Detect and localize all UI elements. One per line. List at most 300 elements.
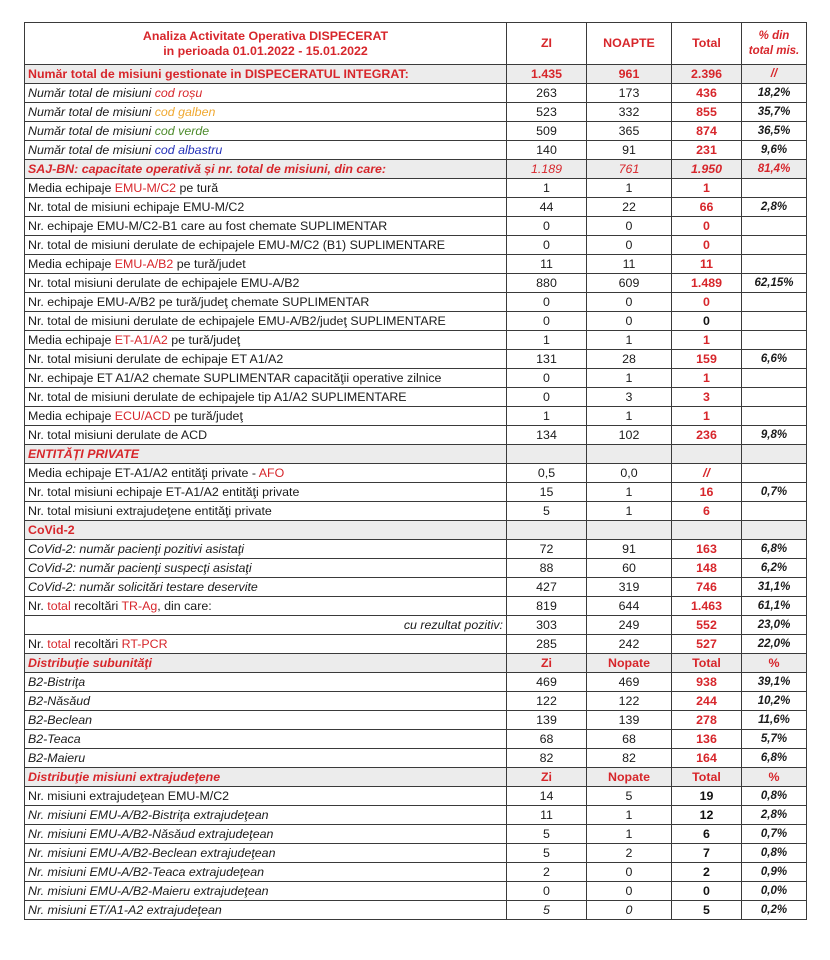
row-label (25, 255, 507, 274)
cell-noapte: 761 (587, 160, 672, 179)
cell-percent: % (742, 654, 807, 673)
row-label (25, 711, 507, 730)
row-label (25, 369, 507, 388)
row-label (25, 502, 507, 521)
label-pre: Media echipaje (28, 408, 115, 423)
label-pre: Distribuţie subunităţi (28, 655, 152, 670)
cell-percent: 0,2% (742, 901, 807, 920)
cell-noapte: 91 (587, 141, 672, 160)
cell-percent: 0,0% (742, 882, 807, 901)
cell-noapte: 1 (587, 179, 672, 198)
cell-percent: 0,7% (742, 483, 807, 502)
row-label (25, 768, 507, 787)
cell-percent (742, 445, 807, 464)
cell-total: 236 (672, 426, 742, 445)
label-pre: Media echipaje (28, 180, 115, 195)
table-row (25, 616, 807, 635)
cell-noapte: 0 (587, 901, 672, 920)
cell-noapte: 0 (587, 882, 672, 901)
cell-zi: 0 (507, 217, 587, 236)
section-distributie-extrajudetene (25, 768, 807, 787)
cell-noapte: 22 (587, 198, 672, 217)
cell-total (672, 445, 742, 464)
label-pre: Nr. echipaje EMU-A/B2 pe tură/judeţ chemate SUPLIMENTAR (28, 294, 370, 309)
cell-noapte: 609 (587, 274, 672, 293)
table-row (25, 369, 807, 388)
row-label (25, 863, 507, 882)
cell-percent: // (742, 65, 807, 84)
column-header-zi: ZI (507, 23, 587, 65)
cell-total: 5 (672, 901, 742, 920)
row-label (25, 616, 507, 635)
cell-total: 746 (672, 578, 742, 597)
cell-zi: 1.435 (507, 65, 587, 84)
label-pre: cu rezultat pozitiv: (403, 617, 503, 632)
cell-percent: 81,4% (742, 160, 807, 179)
cell-percent: 9,8% (742, 426, 807, 445)
row-label (25, 293, 507, 312)
column-header-percent (742, 23, 807, 65)
cell-percent (742, 388, 807, 407)
cell-noapte: 332 (587, 103, 672, 122)
cell-percent: 6,8% (742, 749, 807, 768)
row-label (25, 806, 507, 825)
row-saj-bn (25, 160, 807, 179)
cell-zi: 0 (507, 882, 587, 901)
cell-noapte: 1 (587, 369, 672, 388)
table-row (25, 711, 807, 730)
label-pre: SAJ-BN: capacitate operativă și nr. total de misiuni, din care: (28, 161, 387, 176)
label-hl: total (47, 636, 71, 651)
row-label (25, 122, 507, 141)
cell-percent (742, 179, 807, 198)
row-label (25, 483, 507, 502)
cell-noapte: 0 (587, 863, 672, 882)
cell-zi: 1.189 (507, 160, 587, 179)
row-label (25, 141, 507, 160)
label-hl: total (47, 598, 71, 613)
cell-zi: 5 (507, 901, 587, 920)
cell-total: // (672, 464, 742, 483)
cell-noapte: 469 (587, 673, 672, 692)
cell-total: 1.950 (672, 160, 742, 179)
table-row (25, 293, 807, 312)
cell-noapte: 1 (587, 483, 672, 502)
table-row (25, 464, 807, 483)
cell-noapte: 365 (587, 122, 672, 141)
label-post: pe tură/judeţ (167, 332, 241, 347)
cell-zi: 1 (507, 407, 587, 426)
label-pre: Media echipaje (28, 256, 115, 271)
cell-zi: 303 (507, 616, 587, 635)
cell-zi: 72 (507, 540, 587, 559)
row-label (25, 350, 507, 369)
label-pre: Media echipaje ET-A1/A2 entităţi private - (28, 465, 259, 480)
cell-percent: 10,2% (742, 692, 807, 711)
cell-noapte: 0 (587, 312, 672, 331)
cell-total: 2.396 (672, 65, 742, 84)
table-row (25, 141, 807, 160)
cell-total: 163 (672, 540, 742, 559)
label-pre: Distribuţie misiuni extrajudeţene (28, 769, 221, 784)
cell-zi: 0 (507, 369, 587, 388)
cell-zi: Zi (507, 654, 587, 673)
label-hl: cod galben (154, 104, 216, 119)
label-hl: cod albastru (154, 142, 223, 157)
label-pre: Nr. total de misiuni derulate de echipajele EMU-M/C2 (B1) SUPLIMENTARE (28, 237, 446, 252)
label-pre: Nr. misiuni EMU-A/B2-Bistriţa extrajudeţean (28, 807, 269, 822)
label-pre: Număr total de misiuni (28, 142, 155, 157)
row-label (25, 407, 507, 426)
row-label (25, 445, 507, 464)
row-label (25, 673, 507, 692)
cell-total: 1 (672, 331, 742, 350)
row-label (25, 331, 507, 350)
cell-zi: 523 (507, 103, 587, 122)
cell-total: 148 (672, 559, 742, 578)
cell-total: 11 (672, 255, 742, 274)
cell-zi: 44 (507, 198, 587, 217)
cell-noapte: 102 (587, 426, 672, 445)
cell-total: 12 (672, 806, 742, 825)
label-pre: B2-Bistriţa (28, 674, 86, 689)
cell-total: 16 (672, 483, 742, 502)
table-row (25, 122, 807, 141)
cell-zi: 88 (507, 559, 587, 578)
cell-total: 136 (672, 730, 742, 749)
cell-zi: 509 (507, 122, 587, 141)
row-label (25, 236, 507, 255)
label-pre: Nr. (28, 598, 48, 613)
row-label (25, 749, 507, 768)
table-row (25, 179, 807, 198)
table-row (25, 673, 807, 692)
cell-zi: 11 (507, 806, 587, 825)
label-pre: Număr total de misiuni gestionate in DISPECERATUL INTEGRAT: (28, 66, 409, 81)
section-entitati-private (25, 445, 807, 464)
label-pre: Nr. misiuni EMU-A/B2-Beclean extrajudeţean (28, 845, 276, 860)
cell-percent (742, 236, 807, 255)
label-mid: recoltări (70, 636, 122, 651)
label-post: pe tură/judeţ (170, 408, 243, 423)
cell-zi: Zi (507, 768, 587, 787)
cell-zi: 0 (507, 388, 587, 407)
cell-zi: 285 (507, 635, 587, 654)
label-post: pe tură/judet (173, 256, 246, 271)
table-row (25, 331, 807, 350)
label-pre: Nr. echipaje EMU-M/C2-B1 care au fost chemate SUPLIMENTAR (28, 218, 388, 233)
table-row (25, 312, 807, 331)
label-pre: Media echipaje (28, 332, 115, 347)
label-pre: Nr. total misiuni echipaje ET-A1/A2 entităţi private (28, 484, 300, 499)
cell-percent: 9,6% (742, 141, 807, 160)
label-hl2: RT-PCR (121, 636, 168, 651)
cell-percent (742, 369, 807, 388)
cell-total: 66 (672, 198, 742, 217)
cell-noapte: 961 (587, 65, 672, 84)
table-row (25, 901, 807, 920)
cell-zi: 68 (507, 730, 587, 749)
cell-zi: 0,5 (507, 464, 587, 483)
cell-percent: 5,7% (742, 730, 807, 749)
row-label (25, 844, 507, 863)
cell-zi: 263 (507, 84, 587, 103)
row-label (25, 388, 507, 407)
cell-percent (742, 521, 807, 540)
table-row (25, 578, 807, 597)
cell-noapte (587, 445, 672, 464)
cell-noapte: 0 (587, 236, 672, 255)
cell-percent: 0,8% (742, 844, 807, 863)
section-distributie-subunitati (25, 654, 807, 673)
table-row (25, 426, 807, 445)
cell-zi: 2 (507, 863, 587, 882)
label-pre: Nr. total misiuni derulate de ACD (28, 427, 208, 442)
table-row (25, 559, 807, 578)
label-pre: Număr total de misiuni (28, 85, 155, 100)
cell-percent: 0,8% (742, 787, 807, 806)
cell-noapte: Nopate (587, 654, 672, 673)
table-row (25, 597, 807, 616)
cell-percent: 0,7% (742, 825, 807, 844)
row-label (25, 692, 507, 711)
label-hl: AFO (258, 465, 285, 480)
label-hl: ET-A1/A2 (114, 332, 168, 347)
cell-total: 1.463 (672, 597, 742, 616)
activity-report-table (24, 22, 807, 920)
cell-percent (742, 312, 807, 331)
cell-percent: 6,2% (742, 559, 807, 578)
table-row (25, 103, 807, 122)
label-pre: Nr. echipaje ET A1/A2 chemate SUPLIMENTAR capacităţii operative zilnice (28, 370, 442, 385)
cell-total: 436 (672, 84, 742, 103)
cell-noapte: 82 (587, 749, 672, 768)
cell-noapte: 1 (587, 806, 672, 825)
cell-percent: 35,7% (742, 103, 807, 122)
row-label (25, 103, 507, 122)
cell-zi: 131 (507, 350, 587, 369)
row-label (25, 597, 507, 616)
column-header-percent-line1: % din (758, 29, 790, 42)
cell-zi: 1 (507, 331, 587, 350)
cell-noapte (587, 521, 672, 540)
row-label (25, 426, 507, 445)
cell-percent: 22,0% (742, 635, 807, 654)
cell-percent: 6,6% (742, 350, 807, 369)
table-row (25, 635, 807, 654)
cell-total: Total (672, 654, 742, 673)
label-pre: CoVid-2: număr pacienţi suspecţi asistaţi (28, 560, 252, 575)
cell-percent: 36,5% (742, 122, 807, 141)
cell-noapte: 319 (587, 578, 672, 597)
cell-percent: 23,0% (742, 616, 807, 635)
table-row (25, 844, 807, 863)
row-label (25, 901, 507, 920)
cell-percent (742, 464, 807, 483)
label-pre: CoVid-2: număr solicitări testare deservite (28, 579, 258, 594)
cell-zi: 122 (507, 692, 587, 711)
cell-zi: 427 (507, 578, 587, 597)
label-pre: B2-Năsăud (28, 693, 90, 708)
column-header-percent-line2: total mis. (748, 44, 800, 57)
label-post: , din care: (157, 598, 212, 613)
label-pre: Nr. misiuni ET/A1-A2 extrajudeţean (28, 902, 222, 917)
label-pre: Număr total de misiuni (28, 104, 155, 119)
table-row (25, 730, 807, 749)
cell-total: 3 (672, 388, 742, 407)
cell-zi (507, 521, 587, 540)
cell-percent: 11,6% (742, 711, 807, 730)
cell-total: 1 (672, 369, 742, 388)
row-label (25, 217, 507, 236)
label-pre: Nr. total de misiuni echipaje EMU-M/C2 (28, 199, 245, 214)
row-label (25, 825, 507, 844)
cell-noapte: 0,0 (587, 464, 672, 483)
cell-total: 0 (672, 293, 742, 312)
report-title (25, 23, 507, 65)
label-pre: CoVid-2: număr pacienţi pozitivi asistaţi (28, 541, 245, 556)
cell-percent (742, 293, 807, 312)
cell-percent: % (742, 768, 807, 787)
cell-zi: 0 (507, 236, 587, 255)
table-row (25, 255, 807, 274)
table-header-row (25, 23, 807, 65)
label-pre: Nr. misiuni EMU-A/B2-Maieru extrajudeţean (28, 883, 269, 898)
label-post: pe tură (176, 180, 219, 195)
cell-total: 19 (672, 787, 742, 806)
table-row (25, 217, 807, 236)
column-header-total: Total (672, 23, 742, 65)
cell-noapte: 3 (587, 388, 672, 407)
table-row (25, 407, 807, 426)
cell-total: 231 (672, 141, 742, 160)
cell-percent: 0,9% (742, 863, 807, 882)
label-hl: cod verde (154, 123, 210, 138)
cell-noapte: 173 (587, 84, 672, 103)
cell-total: 2 (672, 863, 742, 882)
cell-zi (507, 445, 587, 464)
table-row (25, 806, 807, 825)
cell-total: 7 (672, 844, 742, 863)
row-label (25, 521, 507, 540)
table-row (25, 825, 807, 844)
cell-noapte: 68 (587, 730, 672, 749)
cell-noapte: 2 (587, 844, 672, 863)
cell-total: 6 (672, 502, 742, 521)
cell-noapte: Nopate (587, 768, 672, 787)
cell-noapte: 1 (587, 407, 672, 426)
label-hl2: TR-Ag (121, 598, 158, 613)
label-hl: EMU-M/C2 (114, 180, 177, 195)
cell-percent: 39,1% (742, 673, 807, 692)
cell-noapte: 249 (587, 616, 672, 635)
table-row (25, 863, 807, 882)
cell-percent: 2,8% (742, 198, 807, 217)
cell-percent (742, 255, 807, 274)
cell-noapte: 11 (587, 255, 672, 274)
cell-total: 0 (672, 312, 742, 331)
cell-percent: 62,15% (742, 274, 807, 293)
table-row (25, 882, 807, 901)
cell-zi: 15 (507, 483, 587, 502)
cell-zi: 134 (507, 426, 587, 445)
cell-noapte: 0 (587, 293, 672, 312)
cell-noapte: 28 (587, 350, 672, 369)
table-row (25, 350, 807, 369)
row-label (25, 540, 507, 559)
cell-zi: 5 (507, 502, 587, 521)
cell-total: 0 (672, 217, 742, 236)
cell-noapte: 91 (587, 540, 672, 559)
row-label (25, 635, 507, 654)
label-hl: EMU-A/B2 (114, 256, 174, 271)
row-label (25, 312, 507, 331)
cell-zi: 469 (507, 673, 587, 692)
cell-zi: 0 (507, 293, 587, 312)
label-hl: cod roșu (154, 85, 203, 100)
table-row (25, 483, 807, 502)
cell-zi: 0 (507, 312, 587, 331)
table-row (25, 236, 807, 255)
table-row (25, 749, 807, 768)
cell-noapte: 1 (587, 825, 672, 844)
row-label (25, 578, 507, 597)
cell-total: 874 (672, 122, 742, 141)
cell-total: 159 (672, 350, 742, 369)
cell-total: 6 (672, 825, 742, 844)
cell-zi: 819 (507, 597, 587, 616)
label-hl: ECU/ACD (114, 408, 171, 423)
label-pre: CoVid-2 (28, 522, 75, 537)
cell-noapte: 139 (587, 711, 672, 730)
table-row (25, 540, 807, 559)
label-pre: Nr. total misiuni extrajudeţene entităţi private (28, 503, 272, 518)
column-header-noapte: NOAPTE (587, 23, 672, 65)
table-row (25, 502, 807, 521)
row-label (25, 787, 507, 806)
row-label (25, 65, 507, 84)
row-label (25, 464, 507, 483)
cell-noapte: 122 (587, 692, 672, 711)
label-pre: B2-Teaca (28, 731, 81, 746)
cell-noapte: 0 (587, 217, 672, 236)
cell-zi: 880 (507, 274, 587, 293)
cell-noapte: 644 (587, 597, 672, 616)
label-pre: Nr. (28, 636, 48, 651)
label-pre: Număr total de misiuni (28, 123, 155, 138)
row-label (25, 84, 507, 103)
cell-noapte: 1 (587, 502, 672, 521)
label-pre: B2-Beclean (28, 712, 93, 727)
table-row (25, 274, 807, 293)
section-covid (25, 521, 807, 540)
table-row (25, 198, 807, 217)
cell-total: 855 (672, 103, 742, 122)
cell-zi: 140 (507, 141, 587, 160)
row-label (25, 198, 507, 217)
label-pre: Nr. misiuni EMU-A/B2-Năsăud extrajudeţean (28, 826, 274, 841)
cell-zi: 5 (507, 844, 587, 863)
cell-percent: 6,8% (742, 540, 807, 559)
report-title-line1: Analiza Activitate Operativa DISPECERAT (142, 28, 389, 43)
cell-percent: 18,2% (742, 84, 807, 103)
cell-zi: 82 (507, 749, 587, 768)
row-total-dispecerat (25, 65, 807, 84)
cell-total: 0 (672, 882, 742, 901)
cell-total: Total (672, 768, 742, 787)
table-row (25, 388, 807, 407)
cell-percent (742, 217, 807, 236)
